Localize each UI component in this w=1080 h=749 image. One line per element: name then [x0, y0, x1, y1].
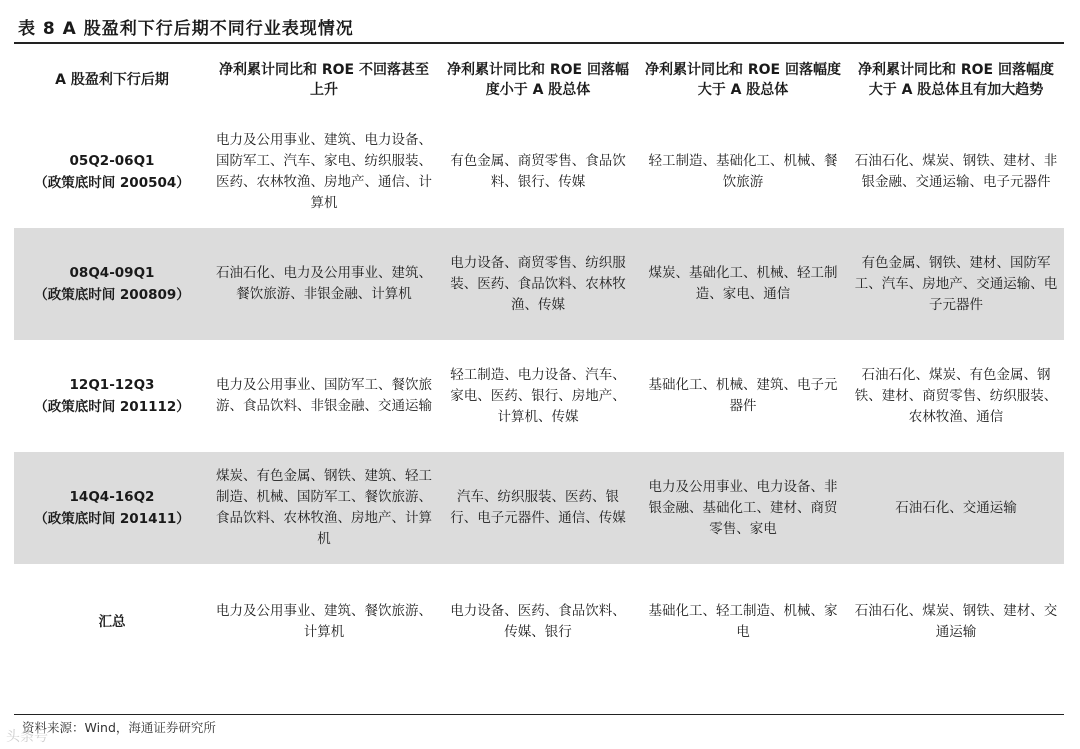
cell-larger-decline-widening: 石油石化、煤炭、钢铁、建材、非银金融、交通运输、电子元器件 — [854, 153, 1058, 190]
policy-bottom-label: （政策底时间 201411） — [34, 511, 190, 527]
cell-larger-decline-widening: 石油石化、煤炭、钢铁、建材、交通运输 — [854, 603, 1058, 640]
policy-bottom-label: （政策底时间 200504） — [34, 175, 190, 191]
period-cell — [14, 452, 210, 564]
header-period: A 股盈利下行后期 — [55, 72, 169, 88]
cell-smaller-decline: 电力设备、医药、食品饮料、传媒、银行 — [450, 603, 626, 640]
header-row — [14, 44, 1064, 116]
policy-bottom-label: （政策底时间 200809） — [34, 287, 190, 303]
table-row — [14, 564, 1064, 680]
cell-smaller-decline: 汽车、纺织服装、医药、银行、电子元器件、通信、传媒 — [438, 452, 638, 564]
table-container — [14, 44, 1064, 680]
cell-no-decline: 电力及公用事业、建筑、电力设备、国防军工、汽车、家电、纺织服装、医药、农林牧渔、房地产、通信、计算机 — [216, 132, 432, 211]
period-cell — [14, 116, 210, 228]
table-row — [14, 340, 1064, 452]
cell-no-decline: 石油石化、电力及公用事业、建筑、餐饮旅游、非银金融、计算机 — [210, 228, 438, 340]
table-row — [14, 228, 1064, 340]
table-title: 表 8 A 股盈利下行后期不同行业表现情况 — [18, 19, 354, 39]
cell-no-decline: 电力及公用事业、国防军工、餐饮旅游、食品饮料、非银金融、交通运输 — [216, 377, 432, 414]
header-no-decline: 净利累计同比和 ROE 不回落甚至上升 — [219, 62, 429, 98]
cell-larger-decline: 轻工制造、基础化工、机械、餐饮旅游 — [648, 153, 838, 190]
table-row — [14, 452, 1064, 564]
summary-label: 汇总 — [98, 614, 126, 630]
cell-larger-decline: 煤炭、基础化工、机械、轻工制造、家电、通信 — [638, 228, 848, 340]
period-label: 05Q2-06Q1 — [69, 153, 155, 169]
table-row — [14, 116, 1064, 228]
summary-cell — [14, 564, 210, 680]
industry-performance-table — [14, 44, 1064, 680]
source-note: 资料来源：Wind，海通证券研究所 — [22, 720, 216, 735]
header-larger-decline: 净利累计同比和 ROE 回落幅度大于 A 股总体 — [645, 62, 841, 98]
cell-smaller-decline: 电力设备、商贸零售、纺织服装、医药、食品饮料、农林牧渔、传媒 — [438, 228, 638, 340]
header-larger-decline-widening: 净利累计同比和 ROE 回落幅度大于 A 股总体且有加大趋势 — [858, 62, 1054, 98]
cell-smaller-decline: 有色金属、商贸零售、食品饮料、银行、传媒 — [450, 153, 626, 190]
period-label: 08Q4-09Q1 — [69, 265, 155, 281]
cell-larger-decline-widening: 有色金属、钢铁、建材、国防军工、汽车、房地产、交通运输、电子元器件 — [848, 228, 1064, 340]
period-label: 12Q1-12Q3 — [69, 377, 155, 393]
cell-larger-decline: 电力及公用事业、电力设备、非银金融、基础化工、建材、商贸零售、家电 — [638, 452, 848, 564]
cell-larger-decline-widening: 石油石化、交通运输 — [848, 452, 1064, 564]
cell-no-decline: 电力及公用事业、建筑、餐饮旅游、计算机 — [216, 603, 432, 640]
cell-larger-decline-widening: 石油石化、煤炭、有色金属、钢铁、建材、商贸零售、纺织服装、农林牧渔、通信 — [854, 366, 1058, 425]
cell-larger-decline: 基础化工、轻工制造、机械、家电 — [648, 603, 838, 640]
bottom-rule — [14, 714, 1064, 715]
cell-larger-decline: 基础化工、机械、建筑、电子元器件 — [648, 377, 838, 414]
period-cell — [14, 228, 210, 340]
period-cell — [14, 340, 210, 452]
period-label: 14Q4-16Q2 — [69, 489, 155, 505]
cell-smaller-decline: 轻工制造、电力设备、汽车、家电、医药、银行、房地产、计算机、传媒 — [450, 366, 626, 425]
header-smaller-decline: 净利累计同比和 ROE 回落幅度小于 A 股总体 — [447, 62, 629, 98]
cell-no-decline: 煤炭、有色金属、钢铁、建筑、轻工制造、机械、国防军工、餐饮旅游、食品饮料、农林牧渔、房地产、计算机 — [210, 452, 438, 564]
watermark: 头条号 — [6, 729, 48, 745]
policy-bottom-label: （政策底时间 201112） — [34, 399, 190, 415]
